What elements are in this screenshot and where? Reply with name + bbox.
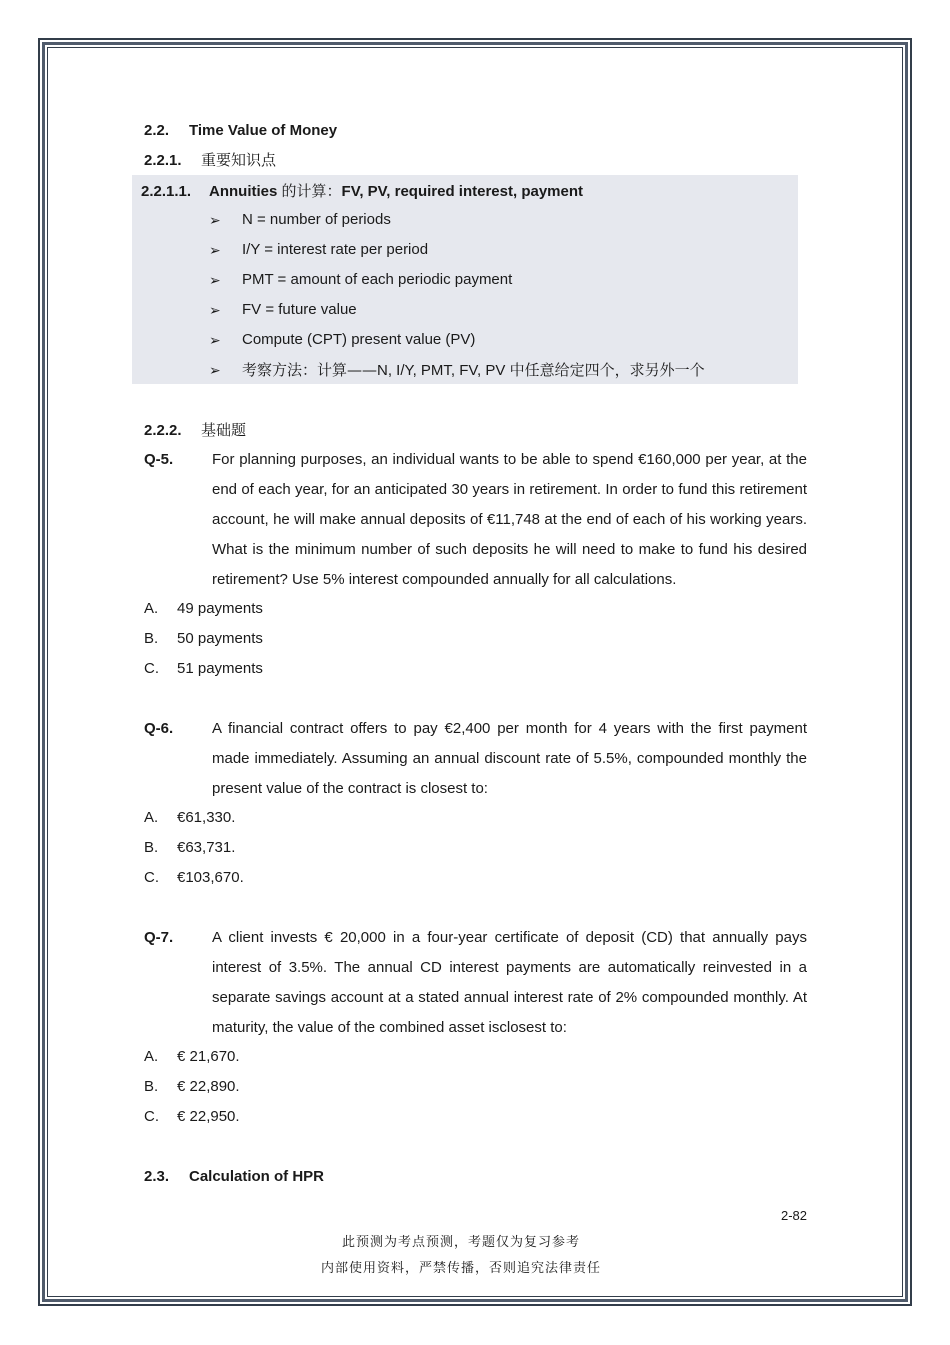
- topic-title-b: FV, PV, required interest, payment: [341, 183, 584, 200]
- page-number: 2-82: [780, 1208, 807, 1223]
- bullet-text: I/Y = interest rate per period: [242, 241, 429, 258]
- topic-heading: [141, 176, 583, 207]
- arrow-bullet-icon: ➢: [209, 272, 221, 288]
- bullet-text: N = number of periods: [242, 211, 391, 228]
- option-letter: A.: [144, 1048, 159, 1065]
- subsection-heading: [144, 415, 246, 446]
- arrow-bullet-icon: ➢: [209, 212, 221, 228]
- arrow-bullet-icon: ➢: [209, 302, 221, 318]
- method-cn-a: 考察方法：计算——: [242, 361, 378, 379]
- question-label: Q-5.: [144, 451, 174, 468]
- arrow-bullet-icon: ➢: [209, 242, 221, 258]
- topic-number: 2.2.1.1.: [141, 183, 192, 200]
- bullet-text: FV = future value: [242, 301, 357, 318]
- question-text: For planning purposes, an individual wants to be able to spend €160,000 per year, at the end of each year, for an anticipated 30 years in retirement. In order to fund this retirement account, he will make annual deposits of €11,748 at the end of each of his working years. What is the minimum number of such deposits he will need to make to fund his desired retirement? Use 5% interest compounded annually for all calculations.: [212, 451, 807, 588]
- topic-title-a: Annuities: [209, 183, 282, 200]
- section-number: 2.2.: [144, 122, 170, 139]
- option-text: € 22,890.: [177, 1078, 240, 1095]
- bullet-text: Compute (CPT) present value (PV): [242, 331, 476, 348]
- subsection-number: 2.2.1.: [144, 152, 182, 169]
- section-title: Calculation of HPR: [189, 1168, 325, 1185]
- footer-line-1: 此预测为考点预测，考题仅为复习参考: [341, 1235, 580, 1250]
- method-cn-b: 中任意给定四个，求另外一个: [509, 361, 705, 379]
- option-text: €61,330.: [177, 809, 236, 826]
- section-number: 2.3.: [144, 1168, 170, 1185]
- arrow-bullet-icon: ➢: [209, 332, 221, 348]
- subsection-heading: [144, 145, 276, 176]
- option-text: €103,670.: [177, 869, 244, 886]
- option-text: €63,731.: [177, 839, 236, 856]
- option-text: 51 payments: [177, 660, 263, 677]
- option-letter: C.: [144, 660, 159, 677]
- option-letter: C.: [144, 869, 159, 886]
- method-en: N, I/Y, PMT, FV, PV: [377, 362, 510, 379]
- option-letter: B.: [144, 839, 159, 856]
- topic-title-cn: 的计算：: [281, 182, 342, 200]
- option-letter: B.: [144, 630, 159, 647]
- question-text: A client invests € 20,000 in a four-year certificate of deposit (CD) that annually pays interest of 3.5%. The annual CD interest payments are automatically reinvested in a separate savings account at a stated annual interest rate of 2% compounded monthly. At maturity, the value of the combined asset isclosest to:: [212, 929, 807, 1036]
- option-text: € 22,950.: [177, 1108, 240, 1125]
- question-label: Q-6.: [144, 720, 174, 737]
- arrow-bullet-icon: ➢: [209, 362, 221, 378]
- option-text: € 21,670.: [177, 1048, 240, 1065]
- bullet-text: PMT = amount of each periodic payment: [242, 271, 513, 288]
- option-text: 50 payments: [177, 630, 263, 647]
- question-text: A financial contract offers to pay €2,400 per month for 4 years with the first payment made immediately. Assuming an annual discount rate of 5.5%, compounded monthly the present value of the contract is closest to:: [212, 720, 807, 797]
- section-heading: [144, 1162, 324, 1192]
- section-title: Time Value of Money: [189, 122, 338, 139]
- bullet-text-method: [242, 355, 705, 386]
- option-letter: A.: [144, 600, 159, 617]
- section-heading: [144, 116, 337, 146]
- option-letter: B.: [144, 1078, 159, 1095]
- option-letter: A.: [144, 809, 159, 826]
- question-label: Q-7.: [144, 929, 174, 946]
- option-text: 49 payments: [177, 600, 263, 617]
- subsection-number: 2.2.2.: [144, 422, 182, 439]
- option-letter: C.: [144, 1108, 159, 1125]
- footer-line-2: 内部使用资料，严禁传播，否则追究法律责任: [320, 1261, 601, 1276]
- subsection-title: 基础题: [201, 421, 247, 439]
- subsection-title: 重要知识点: [201, 151, 277, 169]
